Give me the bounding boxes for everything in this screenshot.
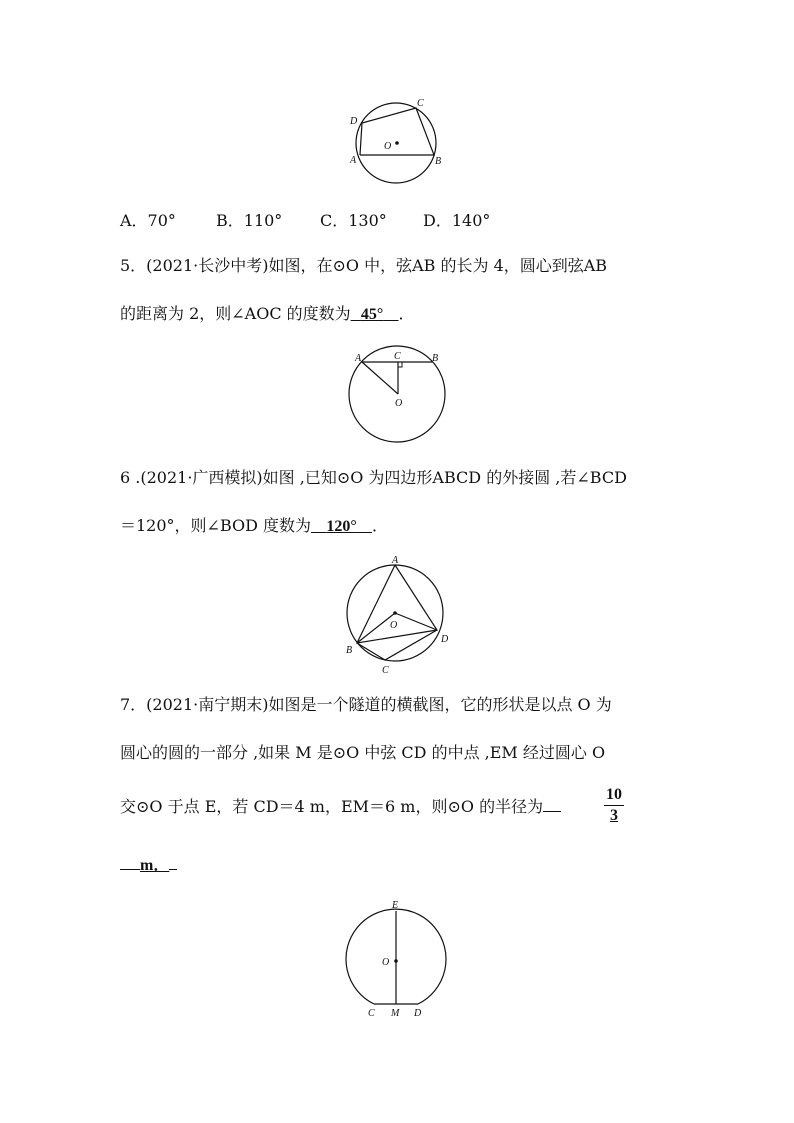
- label-e: E: [392, 900, 399, 911]
- q5-line2: [120, 304, 415, 325]
- choice-a: A．70°: [120, 211, 176, 230]
- figure-cyclic-quadrilateral: [340, 92, 460, 192]
- label-a: A: [392, 555, 399, 566]
- q7-line4: [120, 855, 177, 876]
- figure-inscribed-quadrilateral: [338, 552, 458, 678]
- q5-answer-blank: [351, 304, 399, 323]
- q5-answer: 45°: [360, 306, 384, 323]
- choice-d: D．140°: [423, 211, 491, 230]
- label-o: O: [390, 620, 398, 631]
- q7-answer-fraction: [602, 786, 626, 825]
- figure-chord-perpendicular: [340, 348, 460, 448]
- fraction-bar: [604, 805, 624, 806]
- label-c: C: [382, 665, 389, 676]
- q7-answer-blank-lead: [543, 797, 561, 812]
- segment-ao: [362, 362, 398, 394]
- label-b: B: [346, 645, 353, 656]
- q7-answer-numerator: 10: [606, 786, 622, 803]
- q6-line2-suffix: ．: [371, 516, 388, 535]
- label-d: D: [441, 634, 449, 645]
- label-a: A: [355, 353, 362, 364]
- q6-answer-blank: [311, 516, 372, 535]
- q7-line3: [120, 797, 561, 817]
- q6-line2: [120, 516, 388, 537]
- label-c: C: [368, 1008, 375, 1019]
- q7-line4-blank: [120, 855, 140, 870]
- choice-b: B．110°: [216, 211, 283, 230]
- q5-line2-suffix: ．: [398, 304, 415, 323]
- label-c: C: [394, 351, 401, 362]
- q5-line1: 5．(2021·长沙中考)如图，在⊙O 中，弦AB 的长为 4，圆心到弦AB: [120, 256, 608, 275]
- right-angle-mark: [398, 362, 402, 367]
- choice-c: C．130°: [320, 211, 387, 230]
- label-o: O: [384, 141, 392, 152]
- q6-line1: 6 .(2021·广西模拟)如图 ,已知⊙O 为四边形ABCD 的外接圆 ,若∠BCD: [120, 468, 627, 487]
- label-b: B: [435, 156, 442, 167]
- label-a: A: [350, 155, 357, 166]
- label-o: O: [395, 398, 403, 409]
- label-b: B: [432, 353, 439, 364]
- q5-line2-prefix: 的距离为 2，则∠AOC 的度数为: [120, 304, 351, 323]
- q7-line3-prefix: 交⊙O 于点 E，若 CD＝4 m，EM＝6 m，则⊙O 的半径为: [120, 797, 544, 816]
- q7-line1: 7．(2021·南宁期末)如图是一个隧道的横截图，它的形状是以点 O 为: [120, 695, 612, 714]
- q7-line4-unit: m．: [140, 857, 170, 874]
- center-dot: [393, 611, 397, 615]
- bcd-arc-chords: [357, 630, 437, 660]
- figure-tunnel-cross-section: [340, 896, 460, 1022]
- quadrilateral-abcd: [360, 108, 434, 155]
- q7-line2: 圆心的圆的一部分 ,如果 M 是⊙O 中弦 CD 的中点 ,EM 经过圆心 O: [120, 743, 606, 762]
- q7-line4-tail: [169, 855, 177, 870]
- label-d: D: [414, 1008, 422, 1019]
- q6-line2-prefix: ＝120°，则∠BOD 度数为: [120, 516, 312, 535]
- q7-answer-denominator: 3: [610, 807, 618, 824]
- label-d: D: [350, 116, 358, 127]
- label-m: M: [391, 1008, 400, 1019]
- label-o: O: [382, 957, 390, 968]
- label-c: C: [417, 98, 424, 109]
- triangle-abd: [357, 565, 437, 643]
- center-dot: [395, 141, 399, 145]
- center-dot: [394, 959, 398, 963]
- q6-answer: 120°: [326, 518, 357, 535]
